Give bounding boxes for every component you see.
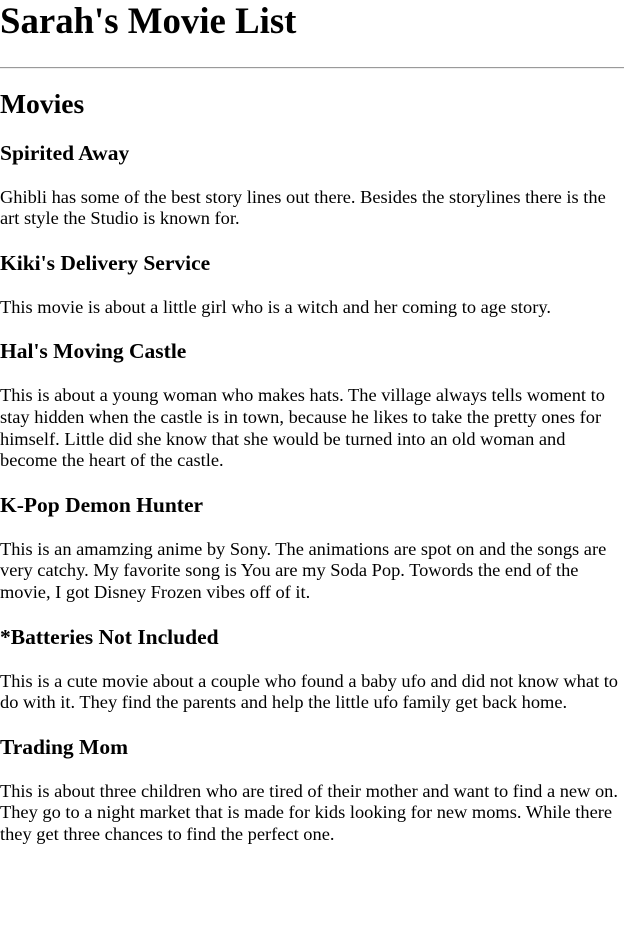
- movie-title: Spirited Away: [0, 140, 130, 165]
- movie-entry: [0, 339, 624, 472]
- divider: [0, 67, 624, 69]
- section-heading-movies: Movies: [0, 88, 85, 120]
- movie-description: Ghibli has some of the best story lines out there. Besides the storylines there is the art style the Studio is known for.: [0, 186, 606, 229]
- movie-description: This movie is about a little girl who is a witch and her coming to age story.: [0, 296, 551, 317]
- movie-entry: [0, 625, 624, 714]
- movie-description: This is about three children who are tired of their mother and want to find a new on. They go to a night market that is made for kids looking for new moms. While there they get three chances to find the perfect one.: [0, 780, 618, 845]
- movie-title: *Batteries Not Included: [0, 624, 219, 649]
- movie-description: This is a cute movie about a couple who found a baby ufo and did not know what to do with it. They find the parents and help the little ufo family get back home.: [0, 670, 618, 713]
- movie-entry: [0, 141, 624, 230]
- movie-description: This is an amamzing anime by Sony. The animations are spot on and the songs are very catchy. My favorite song is You are my Soda Pop. Towords the end of the movie, I got Disney Frozen vibes off of it.: [0, 538, 607, 603]
- movie-description: This is about a young woman who makes hats. The village always tells woment to stay hidden when the castle is in town, because he likes to take the pretty ones for himself. Little did she know that she would be turned into an old woman and become the heart of the castle.: [0, 384, 605, 471]
- movie-title: K-Pop Demon Hunter: [0, 492, 204, 517]
- movie-title: Kiki's Delivery Service: [0, 250, 211, 275]
- movie-entry: [0, 493, 624, 604]
- movie-entry: [0, 735, 624, 846]
- movie-entry: [0, 251, 624, 319]
- movie-title: Trading Mom: [0, 734, 129, 759]
- page-title: Sarah's Movie List: [0, 0, 297, 41]
- movie-title: Hal's Moving Castle: [0, 339, 187, 364]
